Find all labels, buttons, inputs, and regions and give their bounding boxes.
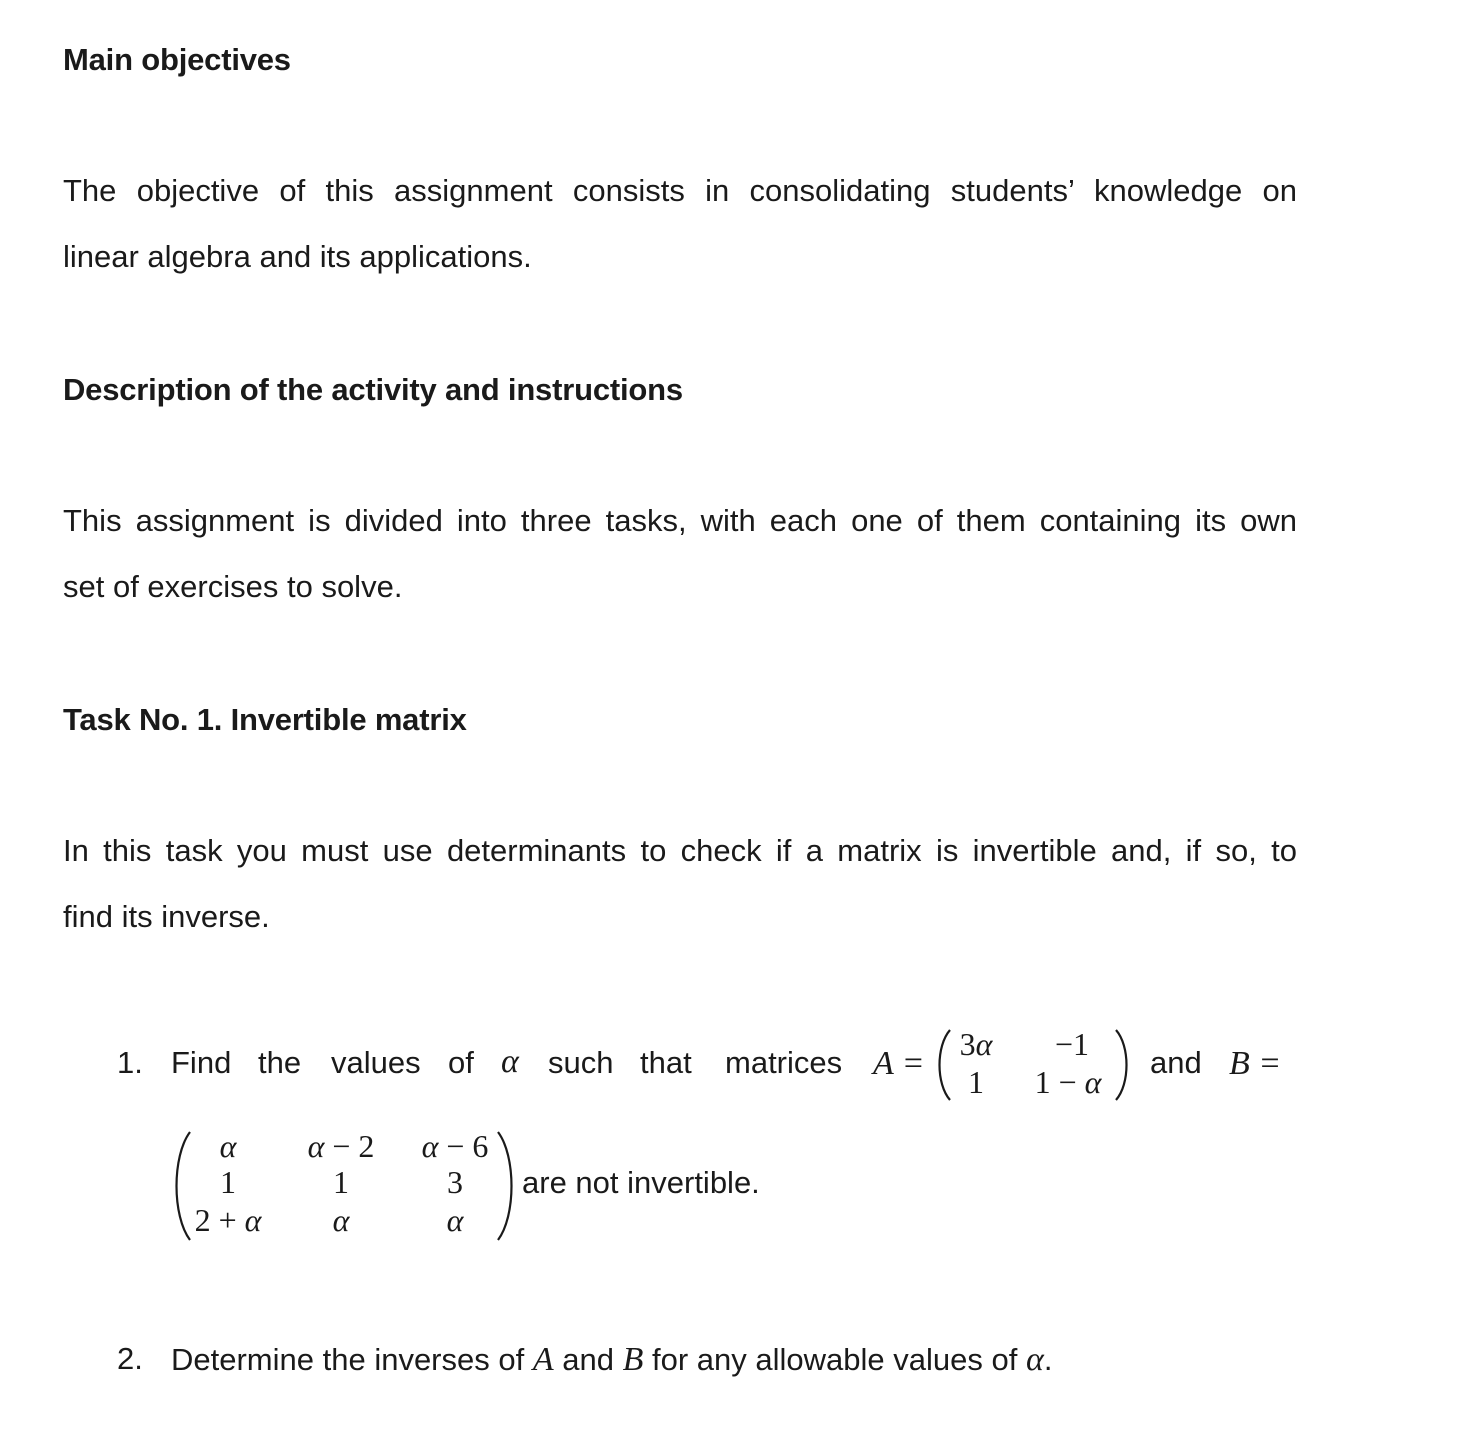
description-paragraph-line-1: This assignment is divided into three tasks, with each one of them containing its own [63, 503, 1297, 538]
list-item-text-segment: and [562, 1342, 614, 1377]
list-item-word: the [258, 1045, 302, 1080]
matrix-a-cell: 1 [968, 1064, 984, 1100]
variable-a: A [532, 1341, 554, 1378]
right-paren-icon [1112, 1028, 1134, 1102]
alpha-symbol: α [1025, 1341, 1044, 1378]
list-item-number: 2. [117, 1341, 143, 1376]
list-item-period: . [1043, 1342, 1053, 1377]
section-heading-main-objectives: Main objectives [63, 42, 291, 77]
list-item-word: matrices [725, 1045, 843, 1080]
list-item-word: Find [171, 1045, 232, 1080]
left-paren-icon [168, 1130, 194, 1242]
task1-paragraph-line-2: find its inverse. [63, 899, 270, 934]
matrix-b-cell: α [446, 1202, 464, 1238]
matrix-b-cell: 1 [220, 1164, 236, 1200]
list-item-text [171, 1341, 1052, 1379]
description-paragraph-line-2: set of exercises to solve. [63, 569, 403, 604]
matrix-b-cell: α − 2 [307, 1128, 375, 1164]
section-heading-description: Description of the activity and instructions [63, 372, 683, 407]
list-item-word: values [331, 1045, 421, 1080]
matrix-b-cell: 2 + α [194, 1202, 262, 1238]
list-item-word: that [640, 1045, 692, 1080]
matrix-b-cell: α [219, 1128, 237, 1164]
section-heading-task1: Task No. 1. Invertible matrix [63, 702, 467, 737]
matrix-b-cell: α [332, 1202, 350, 1238]
matrix-a-cell: 3α [959, 1026, 993, 1062]
matrix-a-cell: 1 − α [1034, 1064, 1102, 1100]
not-invertible-text: are not invertible. [522, 1165, 760, 1200]
matrix-a-label: A = [873, 1045, 925, 1082]
list-item-text-segment: Determine the inverses of [171, 1342, 525, 1377]
matrix-b-label: B = [1229, 1045, 1282, 1082]
alpha-symbol: α [501, 1043, 519, 1080]
task1-paragraph-line-1: In this task you must use determinants to check if a matrix is invertible and, if so, to [63, 833, 1297, 868]
list-item-number: 1. [117, 1045, 143, 1080]
variable-b: B [622, 1341, 644, 1378]
list-item-text-segment: for any allowable values of [652, 1342, 1018, 1377]
matrix-b-cell: 3 [447, 1164, 463, 1200]
objective-paragraph-line-2: linear algebra and its applications. [63, 239, 532, 274]
matrix-b-cell: α − 6 [421, 1128, 489, 1164]
matrix-a-cell: −1 [1054, 1026, 1090, 1062]
and-text: and [1150, 1045, 1202, 1080]
right-paren-icon [494, 1130, 520, 1242]
matrix-b-cell: 1 [333, 1164, 349, 1200]
objective-paragraph-line-1: The objective of this assignment consists in consolidating students’ knowledge on [63, 173, 1297, 208]
list-item-word: of [448, 1045, 474, 1080]
list-item-word: such [548, 1045, 614, 1080]
left-paren-icon [932, 1028, 954, 1102]
